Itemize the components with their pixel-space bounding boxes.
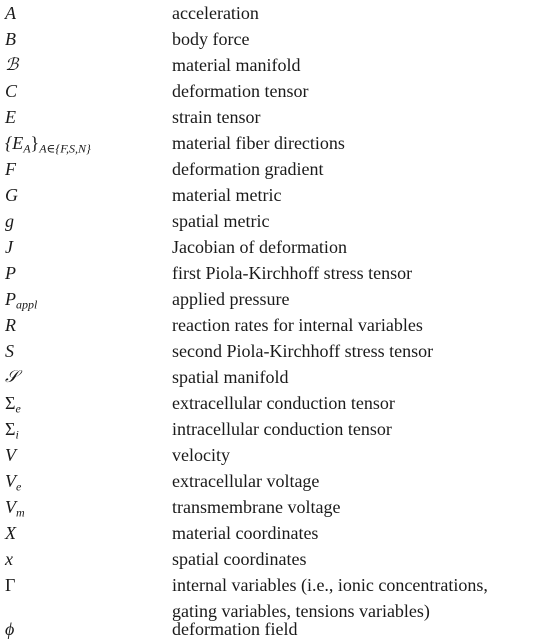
symbol: G — [5, 185, 18, 205]
symbol-subscript: A — [23, 141, 31, 156]
symbol — [5, 416, 19, 442]
list-item — [0, 208, 547, 234]
description-line-2: gating variables, tensions variables) — [172, 601, 430, 621]
symbol-close: } — [30, 133, 40, 153]
symbol — [5, 130, 91, 156]
description: body force — [172, 29, 250, 49]
symbol-base: Σ — [5, 419, 16, 439]
description: material manifold — [172, 55, 301, 75]
description: spatial metric — [172, 211, 270, 231]
symbol: R — [5, 315, 16, 335]
description: deformation tensor — [172, 81, 309, 101]
list-item — [0, 442, 547, 468]
description: Jacobian of deformation — [172, 237, 347, 257]
list-item — [0, 494, 547, 520]
symbol-subscript: appl — [16, 297, 38, 312]
symbol: F — [5, 159, 16, 179]
list-item — [0, 338, 547, 364]
symbol — [5, 494, 25, 520]
list-item — [0, 468, 547, 494]
list-item — [0, 104, 547, 130]
symbol: ℬ — [5, 55, 19, 75]
description: spatial manifold — [172, 367, 289, 387]
list-item — [0, 312, 547, 338]
list-item — [0, 546, 547, 572]
symbol: Γ — [5, 575, 16, 595]
description: second Piola-Kirchhoff stress tensor — [172, 341, 434, 361]
symbol-base: Σ — [5, 393, 16, 413]
description: intracellular conduction tensor — [172, 419, 392, 439]
symbol-subscript: i — [15, 427, 19, 442]
symbol: 𝒮 — [5, 367, 19, 387]
symbol: J — [5, 237, 13, 257]
description: spatial coordinates — [172, 549, 307, 569]
symbol: V — [5, 445, 16, 465]
description: reaction rates for internal variables — [172, 315, 423, 335]
symbol: S — [5, 341, 14, 361]
symbol: A — [5, 3, 16, 23]
list-item — [0, 130, 547, 156]
description: first Piola-Kirchhoff stress tensor — [172, 263, 413, 283]
description: deformation gradient — [172, 159, 324, 179]
description: acceleration — [172, 3, 259, 23]
list-item — [0, 286, 547, 312]
symbol-base: V — [5, 471, 16, 491]
symbol — [5, 468, 21, 494]
description: applied pressure — [172, 289, 290, 309]
description: strain tensor — [172, 107, 261, 127]
description: extracellular voltage — [172, 471, 320, 491]
list-item — [0, 78, 547, 104]
description-line-1: internal variables (i.e., ionic concentrations, — [172, 575, 488, 595]
symbol: E — [5, 107, 16, 127]
symbol-subscript: m — [16, 505, 25, 520]
symbol — [5, 286, 37, 312]
list-item — [0, 0, 547, 26]
symbol: B — [5, 29, 16, 49]
symbol — [5, 390, 21, 416]
description: velocity — [172, 445, 230, 465]
description: transmembrane voltage — [172, 497, 341, 517]
symbol: g — [5, 211, 14, 231]
symbol: P — [5, 263, 16, 283]
symbol: X — [5, 523, 16, 543]
description: material metric — [172, 185, 282, 205]
symbol-base: V — [5, 497, 16, 517]
symbol: x — [5, 549, 13, 569]
list-item — [0, 52, 547, 78]
symbol-subscript: e — [15, 401, 21, 416]
description: material coordinates — [172, 523, 319, 543]
list-item — [0, 416, 547, 442]
symbol-index-set: A∈{F,S,N} — [39, 141, 91, 156]
list-item — [0, 616, 547, 642]
list-item — [0, 390, 547, 416]
symbol: ϕ — [5, 619, 15, 639]
list-item — [0, 364, 547, 390]
list-item — [0, 234, 547, 260]
list-item — [0, 520, 547, 546]
description: deformation field — [172, 619, 298, 639]
symbol: C — [5, 81, 18, 101]
description: material fiber directions — [172, 133, 345, 153]
symbol-base: P — [5, 289, 16, 309]
list-item — [0, 182, 547, 208]
list-item — [0, 26, 547, 52]
list-item — [0, 156, 547, 182]
symbol-base: {E — [5, 133, 24, 153]
description: extracellular conduction tensor — [172, 393, 395, 413]
list-item — [0, 260, 547, 286]
symbol-subscript: e — [16, 479, 22, 494]
